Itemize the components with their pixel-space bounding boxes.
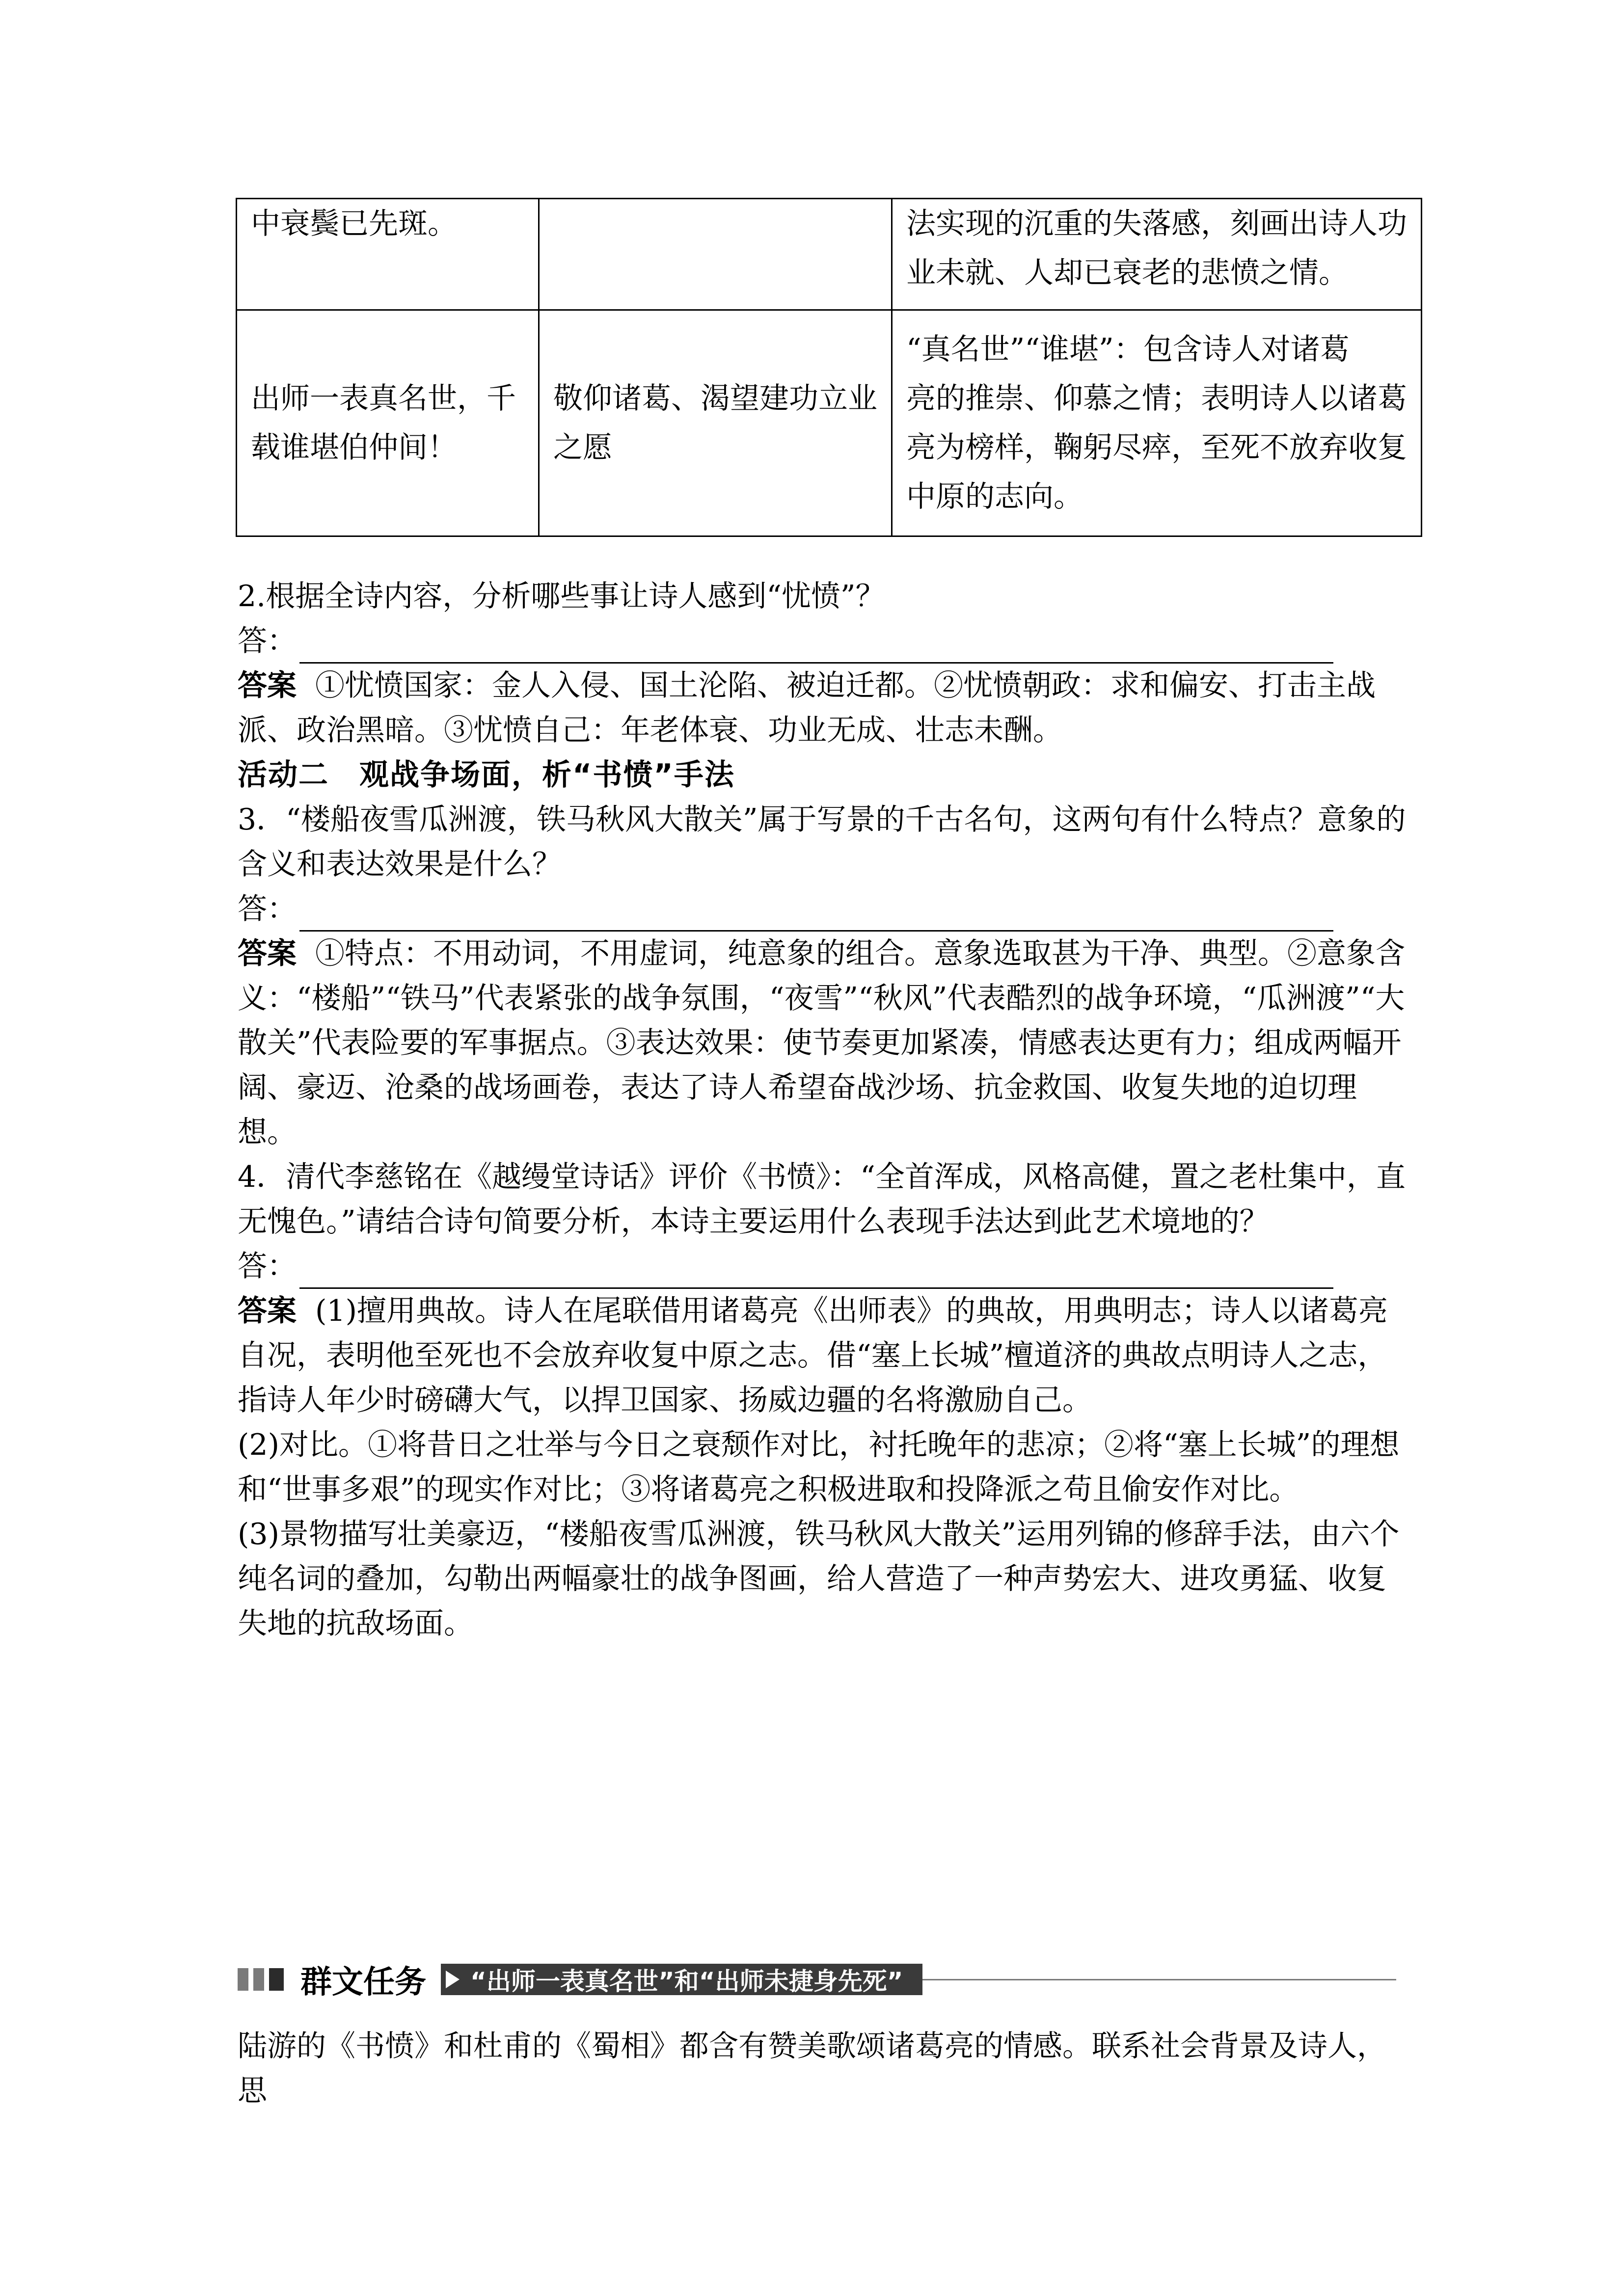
question-2: 2.根据全诗内容，分析哪些事让诗人感到“忧愤”？ [238, 579, 885, 614]
answer-prefix: 答： [238, 892, 297, 926]
banner-tag-text: “出师一表真名世”和“出师未捷身先死” [470, 1967, 903, 1996]
banner-tag [441, 1964, 922, 1995]
table-cell-verse: 中衰鬓已先斑。 [237, 199, 539, 310]
answer-blank[interactable] [299, 1248, 1333, 1289]
group-task-banner [238, 1958, 1396, 2001]
analysis-table [236, 198, 1422, 537]
banner-divider [922, 1979, 1396, 1980]
answer-4-text-1: (1)擅用典故。诗人在尾联借用诸葛亮《出师表》的典故，用典明志；诗人以诸葛亮自况，表明他至死也不会放弃收复中原之志。借“塞上长城”檀道济的典故点明诗人之志，指诗人年少时磅礴大气，以捍卫国家、扬威边疆的名将激励自己。 [238, 1294, 1388, 1417]
answer-2-text: ①忧愤国家：金人入侵、国土沦陷、被迫迁都。②忧愤朝政：求和偏安、打击主战派、政治黑暗。③忧愤自己：年老体衰、功业无成、壮志未酬。 [238, 668, 1376, 748]
answer-prefix: 答： [238, 1249, 297, 1283]
table-row [237, 310, 1422, 536]
answer-prefix: 答： [238, 624, 297, 658]
answer-3 [238, 932, 1406, 1155]
answer-line-3[interactable] [238, 887, 1406, 932]
group-task-text: 陆游的《书愤》和杜甫的《蜀相》都含有赞美歌颂诸葛亮的情感。联系社会背景及诗人，思 [238, 2029, 1386, 2108]
answer-label: 答案 [238, 1294, 297, 1328]
answer-4-part-3: (3)景物描写壮美豪迈，“楼船夜雪瓜洲渡，铁马秋风大散关”运用列锦的修辞手法，由六个纯名词的叠加，勾勒出两幅豪壮的战争图画，给人营造了一种声势宏大、进攻勇猛、收复失地的抗敌场面。 [238, 1517, 1400, 1641]
table-row [237, 199, 1422, 310]
answer-label: 答案 [238, 668, 297, 703]
table-cell-analysis: “真名世”“谁堪”：包含诗人对诸葛 亮的推崇、仰慕之情；表明诗人以诸葛 亮为榜样，鞠躬尽瘁，至死不放弃收复 中原的志向。 [892, 310, 1422, 536]
questions-section [238, 574, 1406, 1646]
table-cell-analysis: 法实现的沉重的失落感，刻画出诗人功 业未就、人却已衰老的悲愤之情。 [892, 199, 1422, 310]
answer-2 [238, 664, 1406, 753]
banner-bars-icon [238, 1968, 284, 1991]
question-4: 4．清代李慈铭在《越缦堂诗话》评价《书愤》：“全首浑成，风格高健，置之老杜集中，直无愧色。”请结合诗句简要分析，本诗主要运用什么表现手法达到此艺术境地的？ [238, 1160, 1406, 1239]
table-cell-emotion [539, 199, 892, 310]
play-arrow-icon [446, 1971, 460, 1988]
answer-blank[interactable] [299, 891, 1333, 932]
table-cell-verse: 出师一表真名世，千 载谁堪伯仲间！ [237, 310, 539, 536]
answer-3-text: ①特点：不用动词，不用虚词，纯意象的组合。意象选取甚为干净、典型。②意象含义：“楼船”“铁马”代表紧张的战争氛围，“夜雪”“秋风”代表酷烈的战争环境，“瓜洲渡”“大散关”代表险要的军事据点。③表达效果：使节奏更加紧凑，情感表达更有力；组成两幅开阔、豪迈、沧桑的战场画卷，表达了诗人希望奋战沙场、抗金救国、收复失地的迫切理想。 [238, 936, 1405, 1149]
answer-4-part-2: (2)对比。①将昔日之壮举与今日之衰颓作对比，衬托晚年的悲凉；②将“塞上长城”的理想和“世事多艰”的现实作对比；③将诸葛亮之积极进取和投降派之苟且偷安作对比。 [238, 1428, 1400, 1507]
answer-4-part-1 [238, 1289, 1406, 1423]
question-3: 3．“楼船夜雪瓜洲渡，铁马秋风大散关”属于写景的千古名句，这两句有什么特点？意象的含义和表达效果是什么？ [238, 802, 1406, 881]
table-cell-emotion: 敬仰诸葛、渴望建功立业 之愿 [539, 310, 892, 536]
answer-line-4[interactable] [238, 1244, 1406, 1289]
answer-label: 答案 [238, 936, 297, 971]
answer-line-2[interactable] [238, 619, 1406, 664]
banner-title: 群文任务 [300, 1964, 426, 2001]
activity-2-heading: 活动二 观战争场面，析“书愤”手法 [238, 758, 735, 792]
answer-blank[interactable] [299, 623, 1333, 664]
